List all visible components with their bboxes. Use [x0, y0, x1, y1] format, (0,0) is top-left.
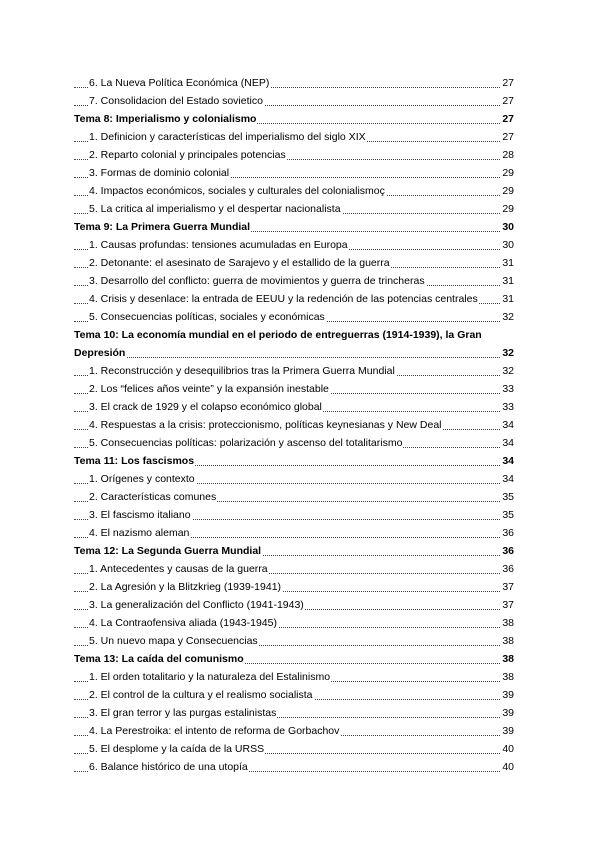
toc-entry-tema[interactable]: [74, 650, 514, 668]
toc-entry-title: 2. Reparto colonial y principales potencias: [89, 149, 286, 161]
table-of-contents: [74, 74, 514, 776]
toc-page-number: 36: [501, 542, 514, 560]
toc-entry-title: Tema 9: La Primera Guerra Mundial: [74, 221, 251, 233]
toc-entry-tema[interactable]: [74, 452, 514, 470]
toc-entry-title: Tema 10: La economía mundial en el periodo de entreguerras (1914-1939), la Gran: [74, 329, 482, 341]
toc-entry-title: 3. Formas de dominio colonial: [89, 167, 230, 179]
toc-entry-title: 5. La critica al imperialismo y el despertar nacionalista: [89, 203, 341, 215]
toc-entry-title: 2. Características comunes: [89, 491, 217, 503]
toc-entry-title: Tema 13: La caída del comunismo: [74, 653, 244, 665]
toc-entry-tema[interactable]: [74, 542, 514, 560]
toc-entry[interactable]: [74, 200, 514, 218]
toc-entry-title: 3. El crack de 1929 y el colapso económico global: [89, 401, 322, 413]
toc-entry[interactable]: [74, 632, 514, 650]
toc-entry[interactable]: [74, 614, 514, 632]
toc-page-number: 35: [501, 506, 514, 524]
toc-entry-title: 1. El orden totalitario y la naturaleza del Estalinismo: [89, 671, 331, 683]
toc-page-number: 34: [501, 416, 514, 434]
toc-entry-title: 4. Crisis y desenlace: la entrada de EEUU y la redención de las potencias centrales: [89, 293, 478, 305]
toc-entry[interactable]: [74, 578, 514, 596]
toc-entry-title: 1. Definicion y características del imperialismo del siglo XIX: [89, 131, 366, 143]
toc-entry-title: 6. Balance histórico de una utopía: [89, 761, 248, 773]
toc-page-number: 36: [501, 560, 514, 578]
toc-page-number: 34: [501, 434, 514, 452]
toc-page-number: 31: [501, 290, 514, 308]
toc-entry[interactable]: [74, 722, 514, 740]
toc-entry[interactable]: [74, 488, 514, 506]
toc-entry-title: 2. Los “felices años veinte” y la expansión inestable: [89, 383, 329, 395]
toc-page-number: 29: [501, 200, 514, 218]
toc-entry[interactable]: [74, 524, 514, 542]
toc-entry[interactable]: [74, 560, 514, 578]
toc-entry[interactable]: [74, 686, 514, 704]
toc-entry[interactable]: [74, 668, 514, 686]
toc-entry-title: 5. Un nuevo mapa y Consecuencias: [89, 635, 258, 647]
toc-entry-title: Tema 11: Los fascismos: [74, 455, 195, 467]
toc-entry[interactable]: [74, 758, 514, 776]
toc-entry[interactable]: [74, 506, 514, 524]
toc-page-number: 36: [501, 524, 514, 542]
toc-entry-title: 2. Detonante: el asesinato de Sarajevo y el estallido de la guerra: [89, 257, 390, 269]
toc-page-number: 39: [501, 704, 514, 722]
toc-page-number: 34: [501, 470, 514, 488]
toc-page-number: 27: [501, 74, 514, 92]
toc-page-number: 27: [501, 128, 514, 146]
toc-page-number: 32: [501, 344, 514, 362]
toc-page-number: 39: [501, 722, 514, 740]
toc-entry-title: 3. El fascismo italiano: [89, 509, 191, 521]
toc-entry-title: 6. La Nueva Política Económica (NEP): [89, 77, 270, 89]
toc-entry[interactable]: [74, 380, 514, 398]
toc-entry[interactable]: [74, 92, 514, 110]
toc-page-number: 27: [501, 92, 514, 110]
toc-page-number: 30: [501, 218, 514, 236]
toc-entry[interactable]: [74, 704, 514, 722]
toc-entry-title: 4. El nazismo aleman: [89, 527, 190, 539]
toc-entry-title: 4. Respuestas a la crisis: proteccionismo, políticas keynesianas y New Deal: [89, 419, 442, 431]
toc-entry-title: 3. El gran terror y las purgas estalinistas: [89, 707, 277, 719]
toc-page-number: 37: [501, 596, 514, 614]
toc-page-number: 33: [501, 398, 514, 416]
toc-entry-title: Tema 8: Imperialismo y colonialismo: [74, 113, 257, 125]
toc-page-number: 39: [501, 686, 514, 704]
toc-entry[interactable]: [74, 164, 514, 182]
toc-page-number: 30: [501, 236, 514, 254]
toc-entry[interactable]: [74, 146, 514, 164]
toc-page-number: 31: [501, 254, 514, 272]
toc-entry-title: 5. Consecuencias políticas, sociales y económicas: [89, 311, 325, 323]
toc-entry-title: 4. Impactos económicos, sociales y culturales del colonialismoç: [89, 185, 385, 197]
toc-entry[interactable]: [74, 470, 514, 488]
toc-page-number: 38: [501, 614, 514, 632]
toc-page-number: 38: [501, 668, 514, 686]
toc-page-number: 34: [501, 452, 514, 470]
toc-entry[interactable]: [74, 416, 514, 434]
toc-entry[interactable]: [74, 182, 514, 200]
toc-page-number: 29: [501, 182, 514, 200]
toc-entry[interactable]: [74, 128, 514, 146]
toc-entry-title: Tema 12: La Segunda Guerra Mundial: [74, 545, 262, 557]
toc-entry[interactable]: [74, 308, 514, 326]
toc-page-number: 28: [501, 146, 514, 164]
toc-entry-title: 1. Causas profundas: tensiones acumuladas en Europa: [89, 239, 348, 251]
toc-entry[interactable]: [74, 398, 514, 416]
toc-page-number: 38: [501, 650, 514, 668]
toc-page-number: 27: [501, 110, 514, 128]
toc-entry-title: Depresión: [74, 347, 126, 359]
toc-entry-tema[interactable]: [74, 218, 514, 236]
toc-entry-title: 2. La Agresión y la Blitzkrieg (1939-1941): [89, 581, 282, 593]
toc-page-number: 33: [501, 380, 514, 398]
toc-page-number: 32: [501, 308, 514, 326]
toc-entry[interactable]: [74, 236, 514, 254]
toc-entry-title: 3. La generalización del Conflicto (1941-1943): [89, 599, 304, 611]
toc-entry-tema[interactable]: [74, 110, 514, 128]
toc-entry[interactable]: [74, 254, 514, 272]
toc-page-number: 35: [501, 488, 514, 506]
toc-entry[interactable]: [74, 740, 514, 758]
toc-entry-title: 1. Orígenes y contexto: [89, 473, 195, 485]
toc-entry-title: 4. La Perestroika: el intento de reforma de Gorbachov: [89, 725, 340, 737]
toc-entry-title: 4. La Contraofensiva aliada (1943-1945): [89, 617, 277, 629]
toc-entry-title: 2. El control de la cultura y el realismo socialista: [89, 689, 313, 701]
toc-entry-title: 1. Reconstrucción y desequilibrios tras la Primera Guerra Mundial: [89, 365, 395, 377]
toc-entry-title: 5. El desplome y la caída de la URSS: [89, 743, 265, 755]
toc-entry-title: 7. Consolidacion del Estado sovietico: [89, 95, 263, 107]
dot-leader: [74, 356, 514, 358]
toc-entry[interactable]: [74, 596, 514, 614]
toc-page-number: 40: [501, 740, 514, 758]
toc-entry[interactable]: [74, 290, 514, 308]
toc-entry[interactable]: [74, 362, 514, 380]
toc-page-number: 32: [501, 362, 514, 380]
toc-entry-title: 5. Consecuencias políticas: polarización y ascenso del totalitarismo: [89, 437, 403, 449]
toc-entry[interactable]: [74, 434, 514, 452]
toc-page-number: 38: [501, 632, 514, 650]
toc-page-number: 37: [501, 578, 514, 596]
toc-page-number: 29: [501, 164, 514, 182]
toc-page-number: 31: [501, 272, 514, 290]
toc-page-number: 40: [501, 758, 514, 776]
toc-entry-title: 1. Antecedentes y causas de la guerra: [89, 563, 268, 575]
toc-entry[interactable]: [74, 74, 514, 92]
toc-entry-tema[interactable]: [74, 326, 514, 362]
toc-entry[interactable]: [74, 272, 514, 290]
toc-entry-title: 3. Desarrollo del conflicto: guerra de movimientos y guerra de trincheras: [89, 275, 425, 287]
